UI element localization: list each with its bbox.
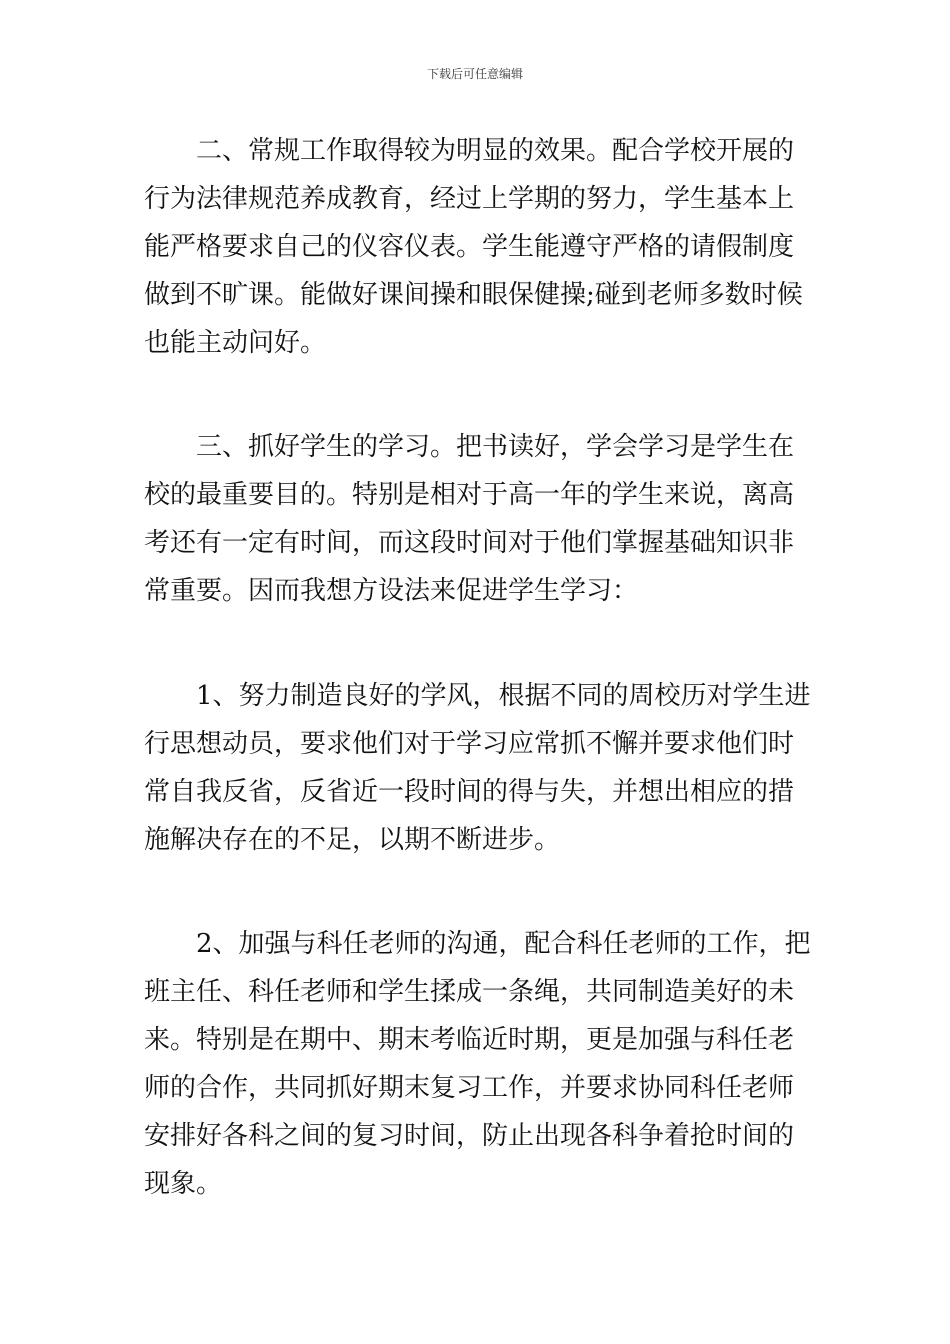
paragraph-line: 二、常规工作取得较为明显的效果。配合学校开展的	[196, 136, 795, 166]
header-note: 下载后可任意编辑	[426, 67, 523, 81]
paragraph-line: 来。特别是在期中、期末考临近时期，更是加强与科任老	[144, 1025, 795, 1055]
paragraph-line: 校的最重要目的。特别是相对于高一年的学生来说，离高	[144, 480, 795, 510]
paragraph-line: 施解决存在的不足，以期不断进步。	[144, 825, 561, 855]
paragraph-study-atmosphere	[144, 672, 814, 864]
paragraph-student-learning	[144, 423, 814, 615]
paragraph-line: 行思想动员，要求他们对于学习应常抓不懈并要求他们时	[144, 729, 795, 759]
paragraph-line: 也能主动问好。	[144, 328, 327, 358]
paragraph-line: 班主任、科任老师和学生揉成一条绳，共同制造美好的未	[144, 977, 795, 1007]
paragraph-line: 行为法律规范养成教育，经过上学期的努力，学生基本上	[144, 184, 795, 214]
paragraph-line: 1、努力制造良好的学风，根据不同的周校历对学生进	[196, 681, 811, 711]
paragraph-line: 安排好各科之间的复习时间，防止出现各科争着抢时间的	[144, 1121, 795, 1151]
paragraph-line: 师的合作，共同抓好期末复习工作，并要求协同科任老师	[144, 1073, 795, 1103]
paragraph-line: 能严格要求自己的仪容仪表。学生能遵守严格的请假制度	[144, 232, 795, 262]
paragraph-teacher-communication	[144, 920, 814, 1208]
paragraph-line: 常重要。因而我想方设法来促进学生学习：	[144, 576, 639, 606]
paragraph-routine-work	[144, 127, 814, 367]
paragraph-line: 做到不旷课。能做好课间操和眼保健操;碰到老师多数时候	[144, 280, 803, 310]
paragraph-line: 现象。	[144, 1169, 223, 1199]
paragraph-line: 考还有一定有时间，而这段时间对于他们掌握基础知识非	[144, 528, 795, 558]
paragraph-line: 2、加强与科任老师的沟通，配合科任老师的工作，把	[196, 929, 811, 959]
paragraph-line: 常自我反省，反省近一段时间的得与失，并想出相应的措	[144, 777, 795, 807]
paragraph-line: 三、抓好学生的学习。把书读好，学会学习是学生在	[196, 432, 795, 462]
